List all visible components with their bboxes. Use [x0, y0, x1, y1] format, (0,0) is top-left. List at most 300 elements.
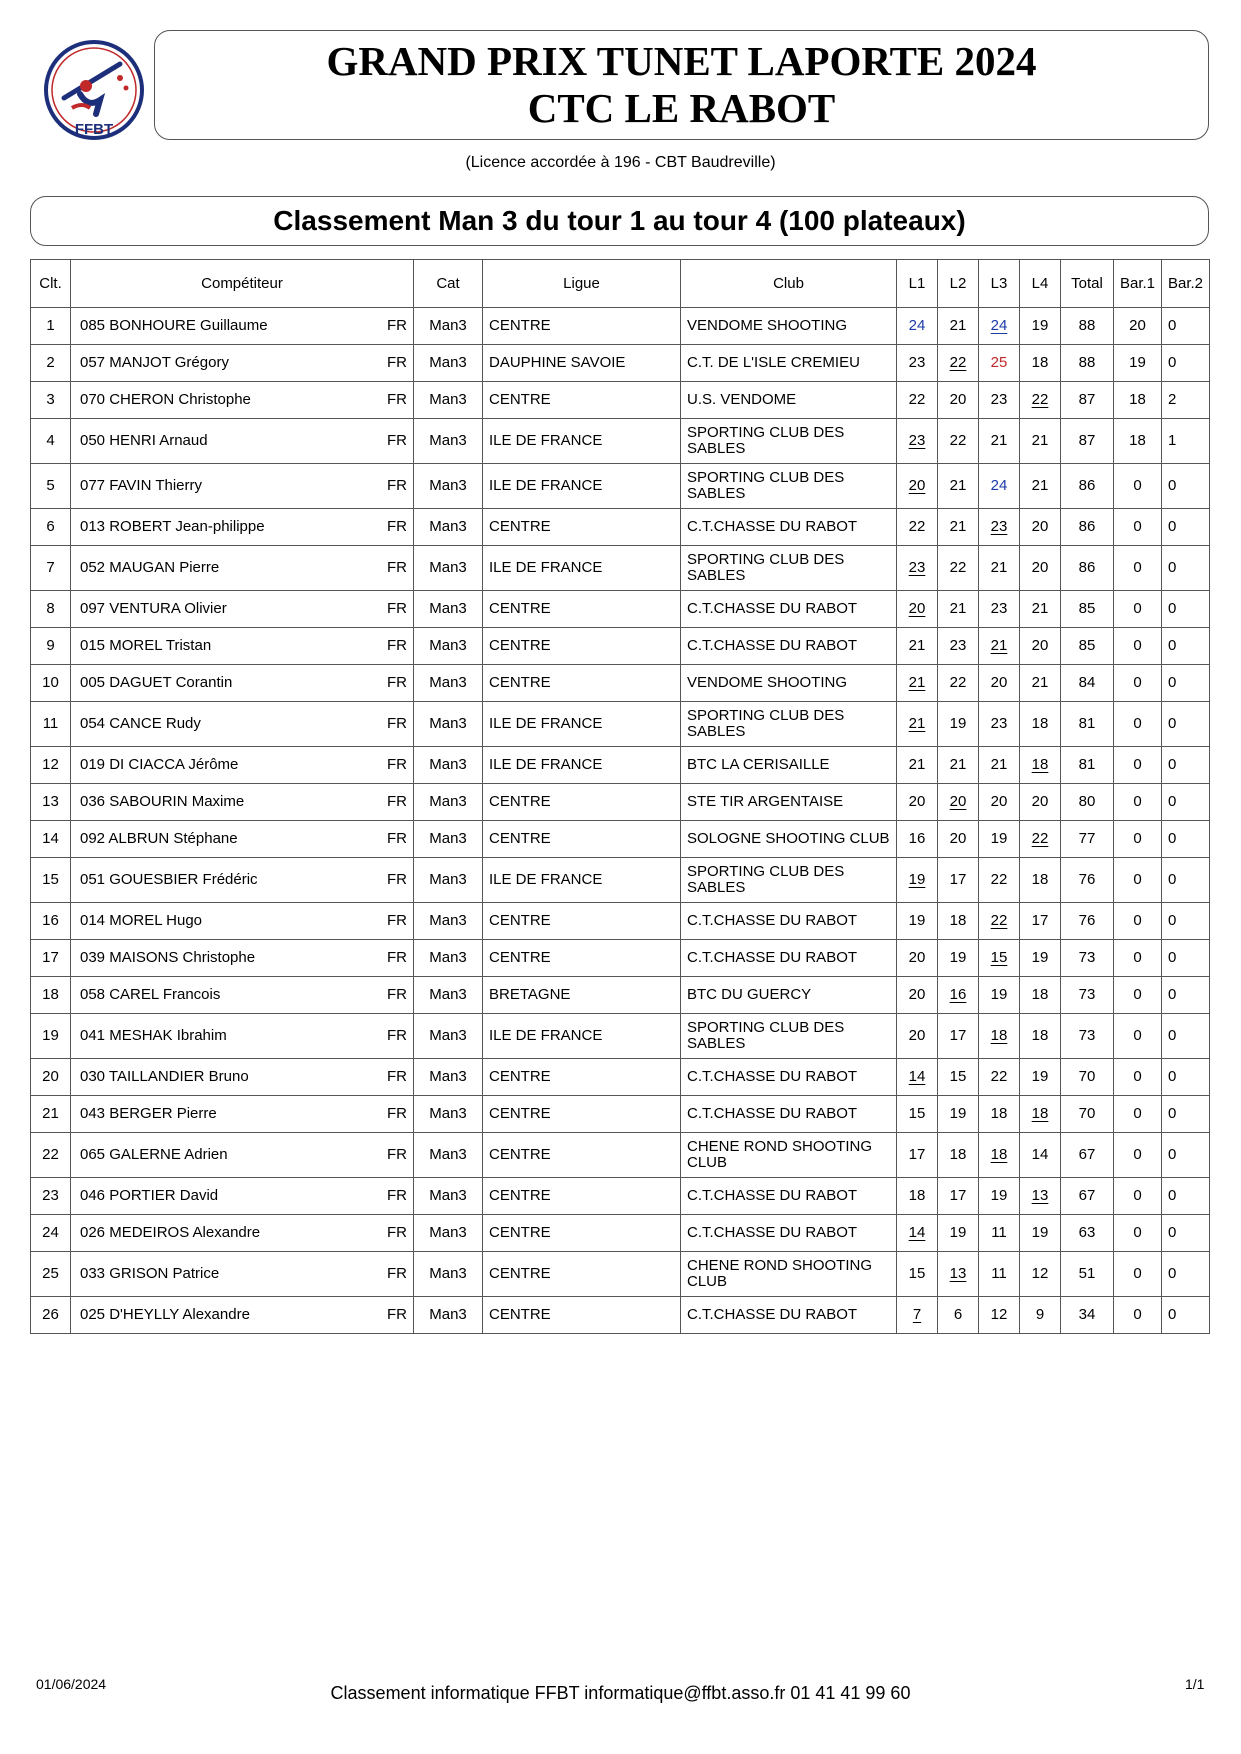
score-l1: 20	[908, 793, 926, 810]
table-row	[31, 1215, 1210, 1252]
category-cell: Man3	[414, 977, 483, 1014]
club-cell: BTC LA CERISAILLE	[681, 747, 897, 784]
score-l3-cell	[979, 308, 1020, 345]
barrage1-cell: 0	[1114, 546, 1162, 591]
competitor-name: 052 MAUGAN Pierre	[80, 559, 220, 576]
score-l4-cell	[1020, 308, 1061, 345]
competitor-wrap	[75, 757, 409, 773]
table-row	[31, 821, 1210, 858]
barrage2-cell: 0	[1162, 702, 1210, 747]
category-cell: Man3	[414, 419, 483, 464]
barrage1-cell: 0	[1114, 665, 1162, 702]
competitor-name: 039 MAISONS Christophe	[80, 949, 256, 966]
score-l2-cell	[938, 1059, 979, 1096]
score-l2: 18	[949, 1146, 967, 1163]
table-row	[31, 308, 1210, 345]
competitor-cell	[71, 1096, 414, 1133]
competitor-wrap	[75, 872, 409, 888]
score-l2: 21	[949, 600, 967, 617]
competitor-name: 065 GALERNE Adrien	[80, 1146, 228, 1163]
ranking-subtitle	[30, 196, 1209, 246]
score-l1-cell	[897, 591, 938, 628]
competitor-nationality: FR	[387, 1146, 407, 1163]
score-l1: 20	[908, 949, 926, 966]
score-l4-cell	[1020, 628, 1061, 665]
competitor-wrap	[75, 355, 409, 371]
club-cell: C.T.CHASSE DU RABOT	[681, 509, 897, 546]
score-l3: 20	[990, 793, 1008, 810]
score-l3-cell	[979, 464, 1020, 509]
competitor-nationality: FR	[387, 1265, 407, 1282]
club-cell: SPORTING CLUB DES SABLES	[681, 858, 897, 903]
score-l4: 18	[1031, 986, 1049, 1003]
total-cell: 34	[1061, 1297, 1114, 1334]
score-l2: 13	[949, 1265, 967, 1282]
table-row	[31, 747, 1210, 784]
score-l4: 13	[1031, 1187, 1049, 1204]
club-cell: C.T.CHASSE DU RABOT	[681, 1178, 897, 1215]
score-l2: 23	[949, 637, 967, 654]
table-row	[31, 977, 1210, 1014]
barrage1-cell: 0	[1114, 784, 1162, 821]
score-l4-cell	[1020, 382, 1061, 419]
total-cell: 88	[1061, 345, 1114, 382]
score-l2: 16	[949, 986, 967, 1003]
score-l3: 23	[990, 391, 1008, 408]
competitor-cell	[71, 546, 414, 591]
score-l1: 21	[908, 756, 926, 773]
competitor-cell	[71, 940, 414, 977]
total-cell: 84	[1061, 665, 1114, 702]
score-l2-cell	[938, 464, 979, 509]
score-l4: 19	[1031, 1068, 1049, 1085]
score-l1: 14	[908, 1068, 926, 1085]
ligue-cell: CENTRE	[483, 1252, 681, 1297]
score-l2-cell	[938, 665, 979, 702]
competitor-nationality: FR	[387, 518, 407, 535]
club-cell: C.T.CHASSE DU RABOT	[681, 591, 897, 628]
score-l4-cell	[1020, 1252, 1061, 1297]
category-cell: Man3	[414, 1133, 483, 1178]
competitor-nationality: FR	[387, 912, 407, 929]
score-l4: 19	[1031, 1224, 1049, 1241]
competitor-name: 019 DI CIACCA Jérôme	[80, 756, 239, 773]
barrage1-cell: 0	[1114, 1096, 1162, 1133]
score-l1-cell	[897, 1252, 938, 1297]
competitor-name: 077 FAVIN Thierry	[80, 477, 202, 494]
category-cell: Man3	[414, 784, 483, 821]
score-l1: 23	[908, 559, 926, 576]
club-cell: BTC DU GUERCY	[681, 977, 897, 1014]
competitor-wrap	[75, 950, 409, 966]
category-cell: Man3	[414, 509, 483, 546]
table-row	[31, 382, 1210, 419]
club-cell: STE TIR ARGENTAISE	[681, 784, 897, 821]
competitor-nationality: FR	[387, 674, 407, 691]
barrage2-cell: 0	[1162, 1178, 1210, 1215]
total-cell: 51	[1061, 1252, 1114, 1297]
score-l2-cell	[938, 747, 979, 784]
ligue-cell: ILE DE FRANCE	[483, 419, 681, 464]
table-row	[31, 858, 1210, 903]
ligue-cell: CENTRE	[483, 591, 681, 628]
competitor-name: 070 CHERON Christophe	[80, 391, 251, 408]
score-l1: 15	[908, 1105, 926, 1122]
club-cell: SPORTING CLUB DES SABLES	[681, 702, 897, 747]
score-l1-cell	[897, 784, 938, 821]
score-l1-cell	[897, 858, 938, 903]
total-cell: 81	[1061, 702, 1114, 747]
score-l2: 19	[949, 949, 967, 966]
score-l3: 19	[990, 830, 1008, 847]
score-l4: 18	[1031, 1105, 1049, 1122]
score-l1-cell	[897, 308, 938, 345]
score-l1: 15	[908, 1265, 926, 1282]
score-l4-cell	[1020, 1133, 1061, 1178]
col-header-clt: Clt.	[31, 260, 71, 308]
score-l2-cell	[938, 1215, 979, 1252]
barrage2-cell: 0	[1162, 1215, 1210, 1252]
score-l2-cell	[938, 382, 979, 419]
footer-page-number: 1/1	[1185, 1676, 1205, 1692]
club-cell: C.T.CHASSE DU RABOT	[681, 940, 897, 977]
competitor-cell	[71, 702, 414, 747]
score-l2: 17	[949, 1187, 967, 1204]
barrage2-cell: 0	[1162, 628, 1210, 665]
rank-cell: 24	[31, 1215, 71, 1252]
score-l4: 22	[1031, 830, 1049, 847]
total-cell: 73	[1061, 977, 1114, 1014]
score-l3-cell	[979, 1014, 1020, 1059]
score-l4-cell	[1020, 591, 1061, 628]
score-l3: 24	[990, 317, 1008, 334]
competitor-cell	[71, 665, 414, 702]
rank-cell: 21	[31, 1096, 71, 1133]
score-l4: 20	[1031, 637, 1049, 654]
competitor-nationality: FR	[387, 949, 407, 966]
ranking-subtitle-text: Classement Man 3 du tour 1 au tour 4 (100 plateaux)	[273, 205, 966, 236]
score-l3: 24	[990, 477, 1008, 494]
competitor-cell	[71, 1178, 414, 1215]
barrage1-cell: 0	[1114, 1014, 1162, 1059]
score-l2-cell	[938, 1178, 979, 1215]
barrage2-cell: 0	[1162, 940, 1210, 977]
club-cell: SPORTING CLUB DES SABLES	[681, 419, 897, 464]
total-cell: 86	[1061, 546, 1114, 591]
club-cell: CHENE ROND SHOOTING CLUB	[681, 1252, 897, 1297]
competitor-cell	[71, 977, 414, 1014]
score-l3: 12	[990, 1306, 1008, 1323]
score-l1: 24	[908, 317, 926, 334]
total-cell: 80	[1061, 784, 1114, 821]
competitor-name: 041 MESHAK Ibrahim	[80, 1027, 227, 1044]
ligue-cell: CENTRE	[483, 1096, 681, 1133]
score-l4: 20	[1031, 518, 1049, 535]
score-l4: 19	[1031, 317, 1049, 334]
club-cell: C.T.CHASSE DU RABOT	[681, 628, 897, 665]
total-cell: 70	[1061, 1059, 1114, 1096]
score-l1: 20	[908, 600, 926, 617]
score-l2-cell	[938, 858, 979, 903]
score-l2: 20	[949, 830, 967, 847]
footer-date: 01/06/2024	[36, 1676, 107, 1692]
table-row	[31, 1252, 1210, 1297]
club-cell: SPORTING CLUB DES SABLES	[681, 464, 897, 509]
table-row	[31, 1133, 1210, 1178]
score-l1-cell	[897, 747, 938, 784]
score-l2: 17	[949, 1027, 967, 1044]
rank-cell: 17	[31, 940, 71, 977]
competitor-cell	[71, 345, 414, 382]
competitor-wrap	[75, 560, 409, 576]
col-header-club: Club	[681, 260, 897, 308]
barrage2-cell: 0	[1162, 1297, 1210, 1334]
score-l1-cell	[897, 1059, 938, 1096]
competitor-cell	[71, 464, 414, 509]
competitor-name: 058 CAREL Francois	[80, 986, 221, 1003]
barrage2-cell: 0	[1162, 858, 1210, 903]
barrage2-cell: 0	[1162, 784, 1210, 821]
score-l4-cell	[1020, 940, 1061, 977]
score-l4: 18	[1031, 715, 1049, 732]
score-l2-cell	[938, 702, 979, 747]
rank-cell: 13	[31, 784, 71, 821]
score-l1: 20	[908, 477, 926, 494]
score-l2: 19	[949, 1224, 967, 1241]
score-l4-cell	[1020, 702, 1061, 747]
ligue-cell: CENTRE	[483, 308, 681, 345]
score-l3-cell	[979, 591, 1020, 628]
rank-cell: 5	[31, 464, 71, 509]
competitor-wrap	[75, 716, 409, 732]
barrage1-cell: 0	[1114, 1215, 1162, 1252]
score-l1: 20	[908, 1027, 926, 1044]
score-l3-cell	[979, 858, 1020, 903]
score-l3: 23	[990, 600, 1008, 617]
ligue-cell: ILE DE FRANCE	[483, 702, 681, 747]
club-cell: C.T.CHASSE DU RABOT	[681, 1059, 897, 1096]
score-l3-cell	[979, 546, 1020, 591]
total-cell: 85	[1061, 628, 1114, 665]
score-l1-cell	[897, 977, 938, 1014]
competitor-name: 097 VENTURA Olivier	[80, 600, 227, 617]
score-l2-cell	[938, 419, 979, 464]
competitor-name: 054 CANCE Rudy	[80, 715, 201, 732]
barrage1-cell: 0	[1114, 1297, 1162, 1334]
barrage1-cell: 0	[1114, 858, 1162, 903]
score-l3-cell	[979, 665, 1020, 702]
ligue-cell: CENTRE	[483, 665, 681, 702]
score-l2: 22	[949, 432, 967, 449]
competitor-name: 043 BERGER Pierre	[80, 1105, 217, 1122]
competitor-nationality: FR	[387, 637, 407, 654]
category-cell: Man3	[414, 1178, 483, 1215]
competitor-name: 026 MEDEIROS Alexandre	[80, 1224, 261, 1241]
competitor-cell	[71, 1215, 414, 1252]
barrage2-cell: 0	[1162, 308, 1210, 345]
score-l2: 20	[949, 391, 967, 408]
rank-cell: 15	[31, 858, 71, 903]
barrage2-cell: 0	[1162, 665, 1210, 702]
club-cell: VENDOME SHOOTING	[681, 308, 897, 345]
score-l2-cell	[938, 1133, 979, 1178]
barrage1-cell: 18	[1114, 382, 1162, 419]
score-l1-cell	[897, 1096, 938, 1133]
ligue-cell: CENTRE	[483, 509, 681, 546]
barrage2-cell: 0	[1162, 345, 1210, 382]
score-l2: 21	[949, 317, 967, 334]
total-cell: 77	[1061, 821, 1114, 858]
barrage1-cell: 18	[1114, 419, 1162, 464]
table-row	[31, 628, 1210, 665]
competitor-wrap	[75, 675, 409, 691]
logo-text: FFBT	[74, 121, 114, 138]
rank-cell: 12	[31, 747, 71, 784]
score-l3: 15	[990, 949, 1008, 966]
score-l4-cell	[1020, 903, 1061, 940]
score-l3-cell	[979, 419, 1020, 464]
competitor-wrap	[75, 794, 409, 810]
table-row	[31, 940, 1210, 977]
score-l1: 23	[908, 432, 926, 449]
rank-cell: 2	[31, 345, 71, 382]
barrage1-cell: 0	[1114, 940, 1162, 977]
page-title-venue: CTC LE RABOT	[527, 85, 836, 131]
club-cell: C.T. DE L'ISLE CREMIEU	[681, 345, 897, 382]
score-l4-cell	[1020, 1014, 1061, 1059]
rank-cell: 20	[31, 1059, 71, 1096]
score-l1-cell	[897, 821, 938, 858]
club-cell: C.T.CHASSE DU RABOT	[681, 1215, 897, 1252]
score-l4: 18	[1031, 871, 1049, 888]
score-l4-cell	[1020, 509, 1061, 546]
score-l4: 21	[1031, 432, 1049, 449]
score-l4-cell	[1020, 821, 1061, 858]
score-l3-cell	[979, 382, 1020, 419]
competitor-nationality: FR	[387, 793, 407, 810]
score-l1: 22	[908, 391, 926, 408]
rank-cell: 9	[31, 628, 71, 665]
score-l4: 20	[1031, 793, 1049, 810]
category-cell: Man3	[414, 858, 483, 903]
category-cell: Man3	[414, 345, 483, 382]
category-cell: Man3	[414, 591, 483, 628]
table-row	[31, 546, 1210, 591]
barrage2-cell: 0	[1162, 747, 1210, 784]
title-box	[154, 30, 1209, 140]
competitor-cell	[71, 858, 414, 903]
score-l3-cell	[979, 747, 1020, 784]
rank-cell: 4	[31, 419, 71, 464]
score-l3: 23	[990, 715, 1008, 732]
page-title: GRAND PRIX TUNET LAPORTE 2024	[326, 38, 1037, 84]
barrage2-cell: 2	[1162, 382, 1210, 419]
competitor-nationality: FR	[387, 830, 407, 847]
total-cell: 67	[1061, 1133, 1114, 1178]
table-row	[31, 903, 1210, 940]
competitor-nationality: FR	[387, 1068, 407, 1085]
score-l2-cell	[938, 940, 979, 977]
score-l3-cell	[979, 1096, 1020, 1133]
total-cell: 73	[1061, 940, 1114, 977]
competitor-nationality: FR	[387, 391, 407, 408]
score-l1-cell	[897, 1014, 938, 1059]
category-cell: Man3	[414, 308, 483, 345]
rank-cell: 8	[31, 591, 71, 628]
score-l2-cell	[938, 628, 979, 665]
score-l1-cell	[897, 665, 938, 702]
competitor-cell	[71, 509, 414, 546]
barrage1-cell: 0	[1114, 1252, 1162, 1297]
score-l2: 19	[949, 1105, 967, 1122]
club-cell: CHENE ROND SHOOTING CLUB	[681, 1133, 897, 1178]
club-cell: C.T.CHASSE DU RABOT	[681, 1297, 897, 1334]
barrage2-cell: 0	[1162, 977, 1210, 1014]
category-cell: Man3	[414, 546, 483, 591]
score-l4-cell	[1020, 546, 1061, 591]
total-cell: 73	[1061, 1014, 1114, 1059]
score-l1: 19	[908, 912, 926, 929]
score-l3-cell	[979, 1133, 1020, 1178]
competitor-name: 005 DAGUET Corantin	[80, 674, 233, 691]
score-l3-cell	[979, 821, 1020, 858]
competitor-wrap	[75, 478, 409, 494]
category-cell: Man3	[414, 665, 483, 702]
score-l3: 11	[991, 1224, 1007, 1241]
score-l4: 21	[1031, 600, 1049, 617]
ligue-cell: ILE DE FRANCE	[483, 858, 681, 903]
competitor-nationality: FR	[387, 1105, 407, 1122]
score-l3: 11	[991, 1265, 1007, 1282]
total-cell: 86	[1061, 464, 1114, 509]
score-l4-cell	[1020, 419, 1061, 464]
barrage1-cell: 0	[1114, 821, 1162, 858]
table-row	[31, 1297, 1210, 1334]
score-l1-cell	[897, 419, 938, 464]
col-header-bar2: Bar.2	[1162, 260, 1210, 308]
total-cell: 86	[1061, 509, 1114, 546]
barrage2-cell: 0	[1162, 1096, 1210, 1133]
ligue-cell: CENTRE	[483, 382, 681, 419]
table-row	[31, 1059, 1210, 1096]
competitor-name: 085 BONHOURE Guillaume	[80, 317, 268, 334]
rank-cell: 25	[31, 1252, 71, 1297]
score-l1: 14	[908, 1224, 926, 1241]
score-l2: 21	[949, 518, 967, 535]
category-cell: Man3	[414, 1096, 483, 1133]
competitor-nationality: FR	[387, 354, 407, 371]
table-row	[31, 1178, 1210, 1215]
score-l3: 22	[990, 871, 1008, 888]
barrage2-cell: 0	[1162, 821, 1210, 858]
score-l1: 7	[912, 1306, 922, 1323]
score-l2: 19	[949, 715, 967, 732]
competitor-cell	[71, 591, 414, 628]
category-cell: Man3	[414, 940, 483, 977]
score-l4: 9	[1035, 1306, 1045, 1323]
club-cell: VENDOME SHOOTING	[681, 665, 897, 702]
score-l3-cell	[979, 1297, 1020, 1334]
competitor-wrap	[75, 433, 409, 449]
ligue-cell: CENTRE	[483, 1178, 681, 1215]
competitor-wrap	[75, 318, 409, 334]
score-l4-cell	[1020, 1059, 1061, 1096]
rank-cell: 1	[31, 308, 71, 345]
club-cell: C.T.CHASSE DU RABOT	[681, 903, 897, 940]
rank-cell: 22	[31, 1133, 71, 1178]
total-cell: 81	[1061, 747, 1114, 784]
total-cell: 70	[1061, 1096, 1114, 1133]
